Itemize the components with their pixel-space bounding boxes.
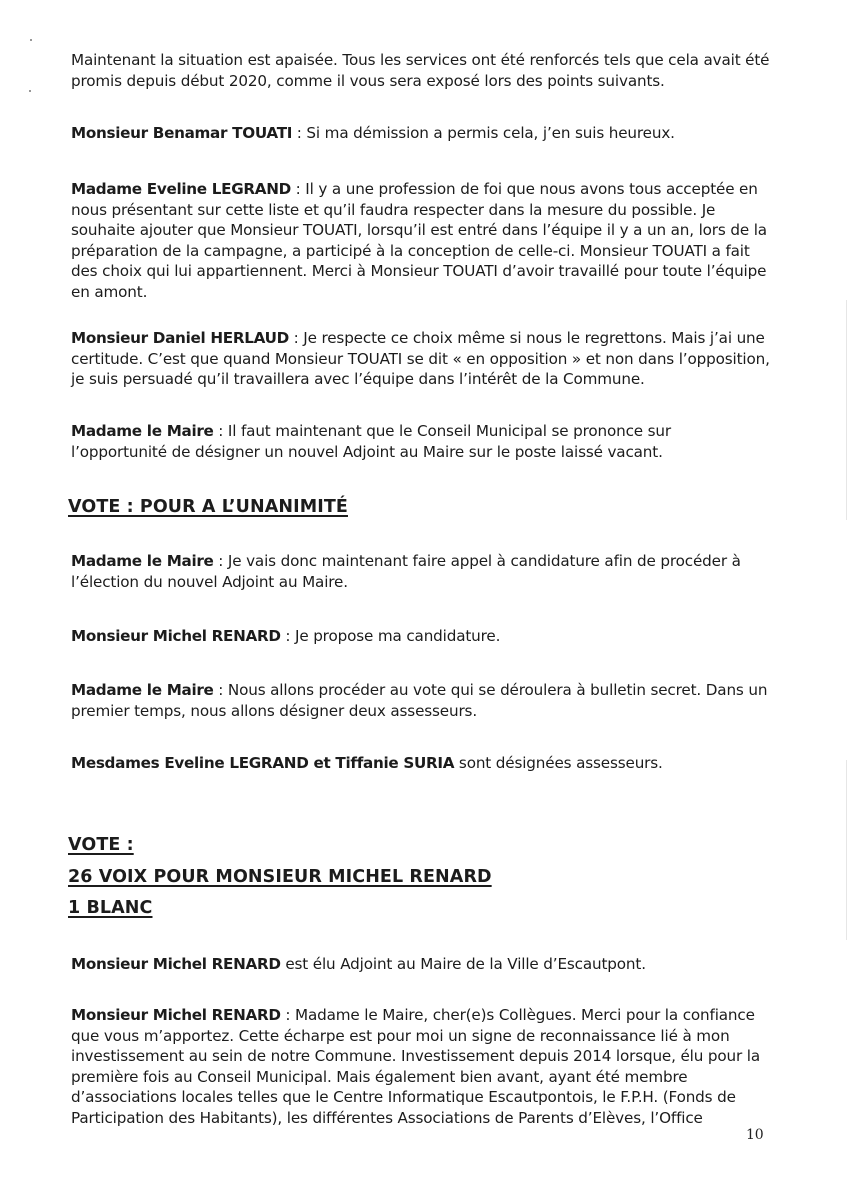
paragraph-text: : Je respecte ce choix même si nous le regrettons. Mais j’ai une certitude. C’est que quand Monsieur TOUATI se dit « en opposition » et non dans l’opposition, je suis persuadé qu’il travaillera avec l’équipe dans l’intérêt de la Commune. [71, 329, 770, 388]
paragraph-text: sont désignées assesseurs. [454, 754, 663, 772]
speaker-name: Mesdames Eveline LEGRAND et Tiffanie SURIA [71, 754, 455, 772]
paragraph-text: est élu Adjoint au Maire de la Ville d’Escautpont. [280, 955, 646, 973]
paragraph-herlaud [71, 328, 771, 390]
scan-edge [846, 300, 847, 520]
paragraph-text: : Il y a une profession de foi que nous avons tous acceptée en nous présentant sur cette liste et qu’il faudra respecter dans la mesure du possible. Je souhaite ajouter que Monsieur TOUATI, lorsqu’il est entré dans l’équipe il y a un an, lors de la préparation de la campagne, a participé à la conception de celle-ci. Monsieur TOUATI a fait des choix qui lui appartiennent. Merci à Monsieur TOUATI d’avoir travaillé pour toute l’équipe en amont. [71, 180, 767, 301]
paragraph-text: : Il faut maintenant que le Conseil Municipal se prononce sur l’opportunité de désigner un nouvel Adjoint au Maire sur le poste laissé vacant. [71, 422, 671, 461]
paragraph-touati [71, 123, 771, 144]
speaker-name: Monsieur Michel RENARD [71, 955, 281, 973]
speaker-name: Monsieur Daniel HERLAUD [71, 329, 289, 347]
scan-speck [29, 90, 31, 92]
vote-title: VOTE : [68, 835, 134, 855]
vote-result-blank: 1 BLANC [68, 898, 153, 918]
paragraph-text: : Madame le Maire, cher(e)s Collègues. Merci pour la confiance que vous m’apportez. Cette écharpe est pour moi un signe de reconnaissance lié à mon investissement au sein de notre Commune. Investissement depuis 2014 lorsque, élu pour la première fois au Conseil Municipal. Mais également bien avant, ayant été membre d’associations locales telles que le Centre Informatique Escautpontois, le F.P.H. (Fonds de Participation des Habitants), les différentes Associations de Parents d’Elèves, l’Office [71, 1006, 761, 1127]
paragraph-election [71, 954, 771, 975]
speaker-name: Monsieur Michel RENARD [71, 627, 281, 645]
paragraph-text: : Je vais donc maintenant faire appel à candidature afin de procéder à l’élection du nouvel Adjoint au Maire. [71, 552, 741, 591]
speaker-name: Madame Eveline LEGRAND [71, 180, 291, 198]
paragraph-legrand [71, 179, 771, 302]
paragraph-text: : Nous allons procéder au vote qui se déroulera à bulletin secret. Dans un premier temps, nous allons désigner deux assesseurs. [71, 681, 768, 720]
paragraph-text: : Je propose ma candidature. [280, 627, 501, 645]
paragraph-assesseurs [71, 753, 771, 774]
paragraph-renard-1 [71, 626, 771, 647]
paragraph-maire-2 [71, 551, 771, 592]
speaker-name: Monsieur Benamar TOUATI [71, 124, 293, 142]
paragraph-text: : Si ma démission a permis cela, j’en suis heureux. [292, 124, 675, 142]
paragraph-renard-speech [71, 1005, 771, 1128]
speaker-name: Monsieur Michel RENARD [71, 1006, 281, 1024]
scan-edge [846, 760, 847, 940]
paragraph-intro [71, 50, 771, 91]
speaker-name: Madame le Maire [71, 422, 214, 440]
vote-result-renard: 26 VOIX POUR MONSIEUR MICHEL RENARD [68, 867, 492, 887]
vote-result-unanimity: VOTE : POUR A L’UNANIMITÉ [68, 497, 348, 517]
paragraph-maire-3 [71, 680, 771, 721]
speaker-name: Madame le Maire [71, 681, 214, 699]
speaker-name: Madame le Maire [71, 552, 214, 570]
paragraph-text: Maintenant la situation est apaisée. Tous les services ont été renforcés tels que cela avait été promis depuis début 2020, comme il vous sera exposé lors des points suivants. [71, 51, 770, 90]
page-number: 10 [746, 1127, 764, 1143]
paragraph-maire-1 [71, 421, 771, 462]
scan-speck [30, 39, 32, 41]
